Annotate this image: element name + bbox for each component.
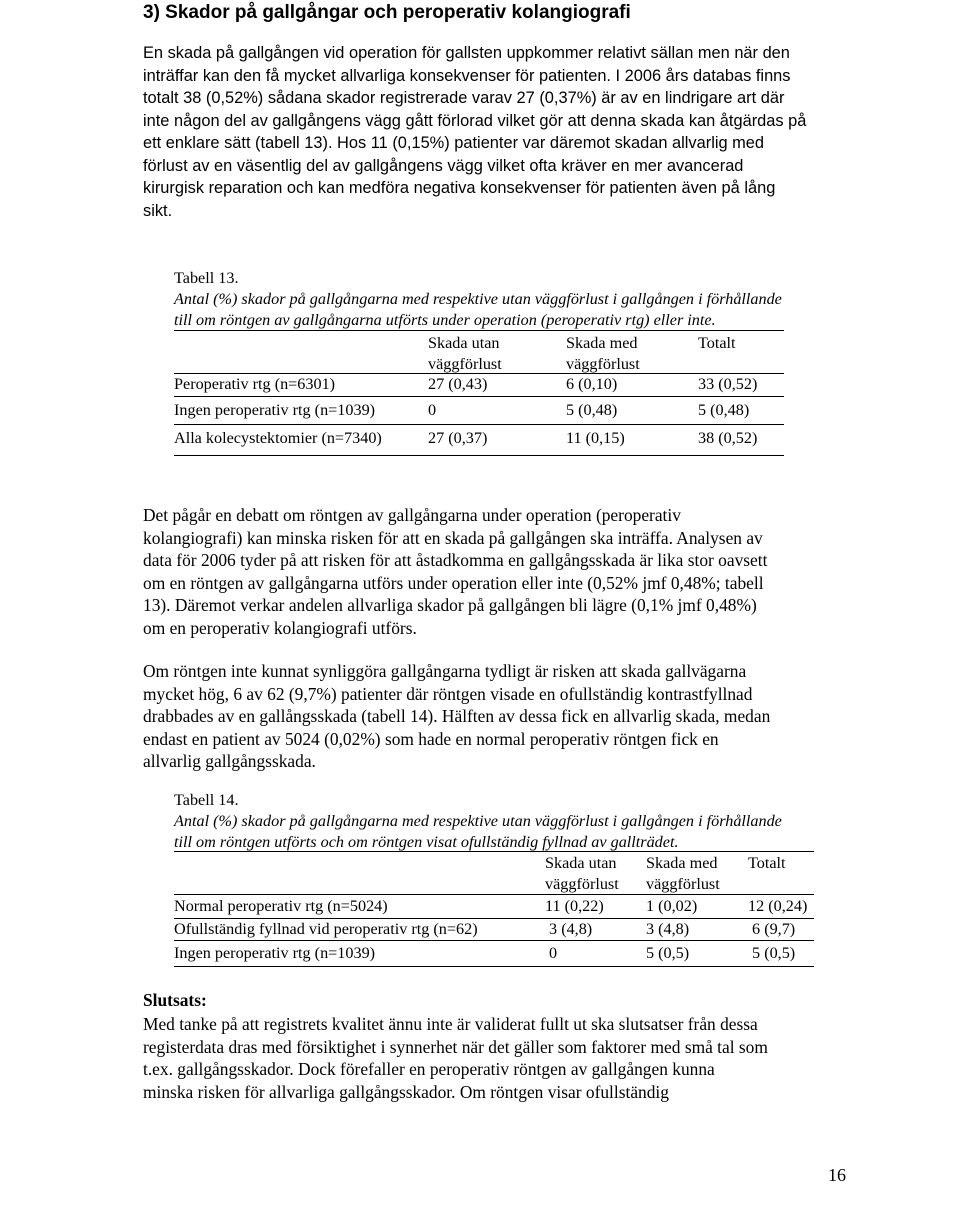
table14-bottom-rule bbox=[174, 966, 814, 967]
intro-line: sikt. bbox=[143, 201, 173, 220]
table13-cell: 27 (0,37) bbox=[428, 429, 488, 447]
table13-header-col1-line2: väggförlust bbox=[428, 355, 502, 373]
table14-row-label: Ofullständig fyllnad vid peroperativ rtg (n=62) bbox=[174, 920, 478, 938]
visibility-paragraph bbox=[143, 660, 863, 773]
table14-header-col1-line1: Skada utan bbox=[545, 854, 617, 872]
table14-title: Tabell 14. bbox=[174, 791, 239, 809]
table14-row-label: Normal peroperativ rtg (n=5024) bbox=[174, 897, 388, 915]
intro-line: totalt 38 (0,52%) sådana skador registrerade varav 27 (0,37%) är av en lindrigare art där bbox=[143, 89, 785, 107]
table13-header-col1-line1: Skada utan bbox=[428, 334, 500, 352]
table14-cell: 3 (4,8) bbox=[545, 920, 593, 938]
debate-line: Det pågår en debatt om röntgen av gallgångarna under operation (peroperativ bbox=[143, 505, 681, 525]
conclusions-line: t.ex. gallgångsskador. Dock förefaller en peroperativ röntgen av gallgången kunna bbox=[143, 1059, 715, 1079]
conclusions-line: registerdata dras med försiktighet i synnerhet när det gäller som faktorer med små tal som bbox=[143, 1036, 768, 1057]
table14-caption bbox=[174, 790, 782, 853]
conclusions-heading: Slutsats: bbox=[143, 990, 207, 1010]
intro-paragraph bbox=[143, 42, 833, 222]
visibility-line: allvarlig gallgångsskada. bbox=[143, 751, 316, 771]
table14-row-rule bbox=[174, 940, 814, 941]
table14-cell: 1 (0,02) bbox=[646, 897, 698, 915]
table13-row-label: Ingen peroperativ rtg (n=1039) bbox=[174, 401, 376, 419]
intro-line: kirurgisk reparation och kan medföra negativa konsekvenser för patienten även på lång bbox=[143, 179, 776, 197]
table14-description-line: Antal (%) skador på gallgångarna med respektive utan väggförlust i gallgången i förhållande bbox=[174, 812, 782, 830]
debate-line: data för 2006 tyder på att risken för att åstadkomma en gallgångsskada är lika stor oavsett bbox=[143, 550, 768, 570]
table13-cell: 0 bbox=[428, 401, 437, 419]
debate-line: 13). Däremot verkar andelen allvarliga skador på gallgången bli lägre (0,1% jmf 0,48%) bbox=[143, 595, 757, 615]
table14-row-rule bbox=[174, 918, 814, 919]
table13-bottom-rule bbox=[174, 455, 784, 456]
table14-header-rule bbox=[174, 894, 814, 895]
table13-cell: 27 (0,43) bbox=[428, 375, 488, 393]
table13-description-line: till om röntgen av gallgångarna utförts under operation (peroperativ rtg) eller inte. bbox=[174, 311, 716, 329]
table14-cell: 5 (0,5) bbox=[748, 944, 796, 962]
table13-row-rule bbox=[174, 424, 784, 425]
table14-cell: 12 (0,24) bbox=[748, 897, 808, 915]
debate-line: om en peroperativ kolangiografi utförs. bbox=[143, 617, 417, 638]
section-heading: 3) Skador på gallgångar och peroperativ kolangiografi bbox=[143, 2, 631, 23]
table14-cell: 0 bbox=[545, 944, 558, 962]
conclusions-paragraph bbox=[143, 1013, 863, 1103]
table14-cell: 6 (9,7) bbox=[748, 920, 796, 938]
table13-cell: 33 (0,52) bbox=[698, 375, 758, 393]
table13-title: Tabell 13. bbox=[174, 269, 239, 287]
table14-cell: 3 (4,8) bbox=[646, 920, 690, 938]
table14-header-col1-line2: väggförlust bbox=[545, 875, 619, 893]
table14-header-col2-line2: väggförlust bbox=[646, 875, 720, 893]
intro-line: inte någon del av gallgångens vägg gått förlorad vilket gör att denna skada kan åtgärdas på bbox=[143, 111, 807, 130]
visibility-line: mycket hög, 6 av 62 (9,7%) patienter där röntgen visade en ofullständig kontrastfyllnad bbox=[143, 683, 753, 704]
table13-caption bbox=[174, 268, 782, 331]
table13-header-col2-line1: Skada med bbox=[566, 334, 638, 352]
page-number: 16 bbox=[828, 1165, 846, 1185]
table13-cell: 6 (0,10) bbox=[566, 375, 618, 393]
table13-cell: 5 (0,48) bbox=[566, 401, 618, 419]
table13-cell: 11 (0,15) bbox=[566, 429, 625, 447]
table14-header-col2-line1: Skada med bbox=[646, 854, 718, 872]
conclusions-line: Med tanke på att registrets kvalitet ännu inte är validerat fullt ut ska slutsatser från dessa bbox=[143, 1014, 758, 1034]
visibility-line: drabbades av en gallångsskada (tabell 14). Hälften av dessa fick en allvarlig skada, medan bbox=[143, 706, 771, 726]
table14-row-label: Ingen peroperativ rtg (n=1039) bbox=[174, 944, 376, 962]
table13-row-label: Alla kolecystektomier (n=7340) bbox=[174, 429, 382, 447]
table13-row-rule bbox=[174, 396, 784, 397]
table13-header-rule bbox=[174, 373, 784, 374]
intro-line: En skada på gallgången vid operation för gallsten uppkommer relativt sällan men när den bbox=[143, 44, 790, 62]
intro-line: inträffar kan den få mycket allvarliga konsekvenser för patienten. I 2006 års databas finns bbox=[143, 66, 791, 85]
table14-description-line: till om röntgen utförts och om röntgen visat ofullständig fyllnad av gallträdet. bbox=[174, 833, 679, 851]
intro-line: förlust av en väsentlig del av gallgångens vägg vilket ofta kräver en mer avancerad bbox=[143, 156, 744, 175]
table13-cell: 38 (0,52) bbox=[698, 429, 758, 447]
table14-cell: 5 (0,5) bbox=[646, 944, 690, 962]
table13-description-line: Antal (%) skador på gallgångarna med respektive utan väggförlust i gallgången i förhållande bbox=[174, 290, 782, 308]
table13-header-col3: Totalt bbox=[698, 334, 736, 352]
table13-header-col2-line2: väggförlust bbox=[566, 355, 640, 373]
debate-paragraph bbox=[143, 504, 863, 639]
intro-line: ett enklare sätt (tabell 13). Hos 11 (0,15%) patienter var däremot skadan allvarlig med bbox=[143, 134, 765, 152]
debate-line: kolangiografi) kan minska risken för att en skada på gallgången ska inträffa. Analysen av bbox=[143, 527, 763, 548]
table14-header-col3: Totalt bbox=[748, 854, 786, 872]
conclusions-line: minska risken för allvarliga gallgångsskador. Om röntgen visar ofullständig bbox=[143, 1081, 669, 1102]
table13-cell: 5 (0,48) bbox=[698, 401, 750, 419]
visibility-line: Om röntgen inte kunnat synliggöra gallgångarna tydligt är risken att skada gallvägarna bbox=[143, 661, 747, 681]
table13-row-label: Peroperativ rtg (n=6301) bbox=[174, 375, 336, 393]
table14-cell: 11 (0,22) bbox=[545, 897, 604, 915]
debate-line: om en röntgen av gallgångarna utförs under operation eller inte (0,52% jmf 0,48%; tabell bbox=[143, 572, 764, 593]
visibility-line: endast en patient av 5024 (0,02%) som hade en normal peroperativ röntgen fick en bbox=[143, 728, 719, 749]
